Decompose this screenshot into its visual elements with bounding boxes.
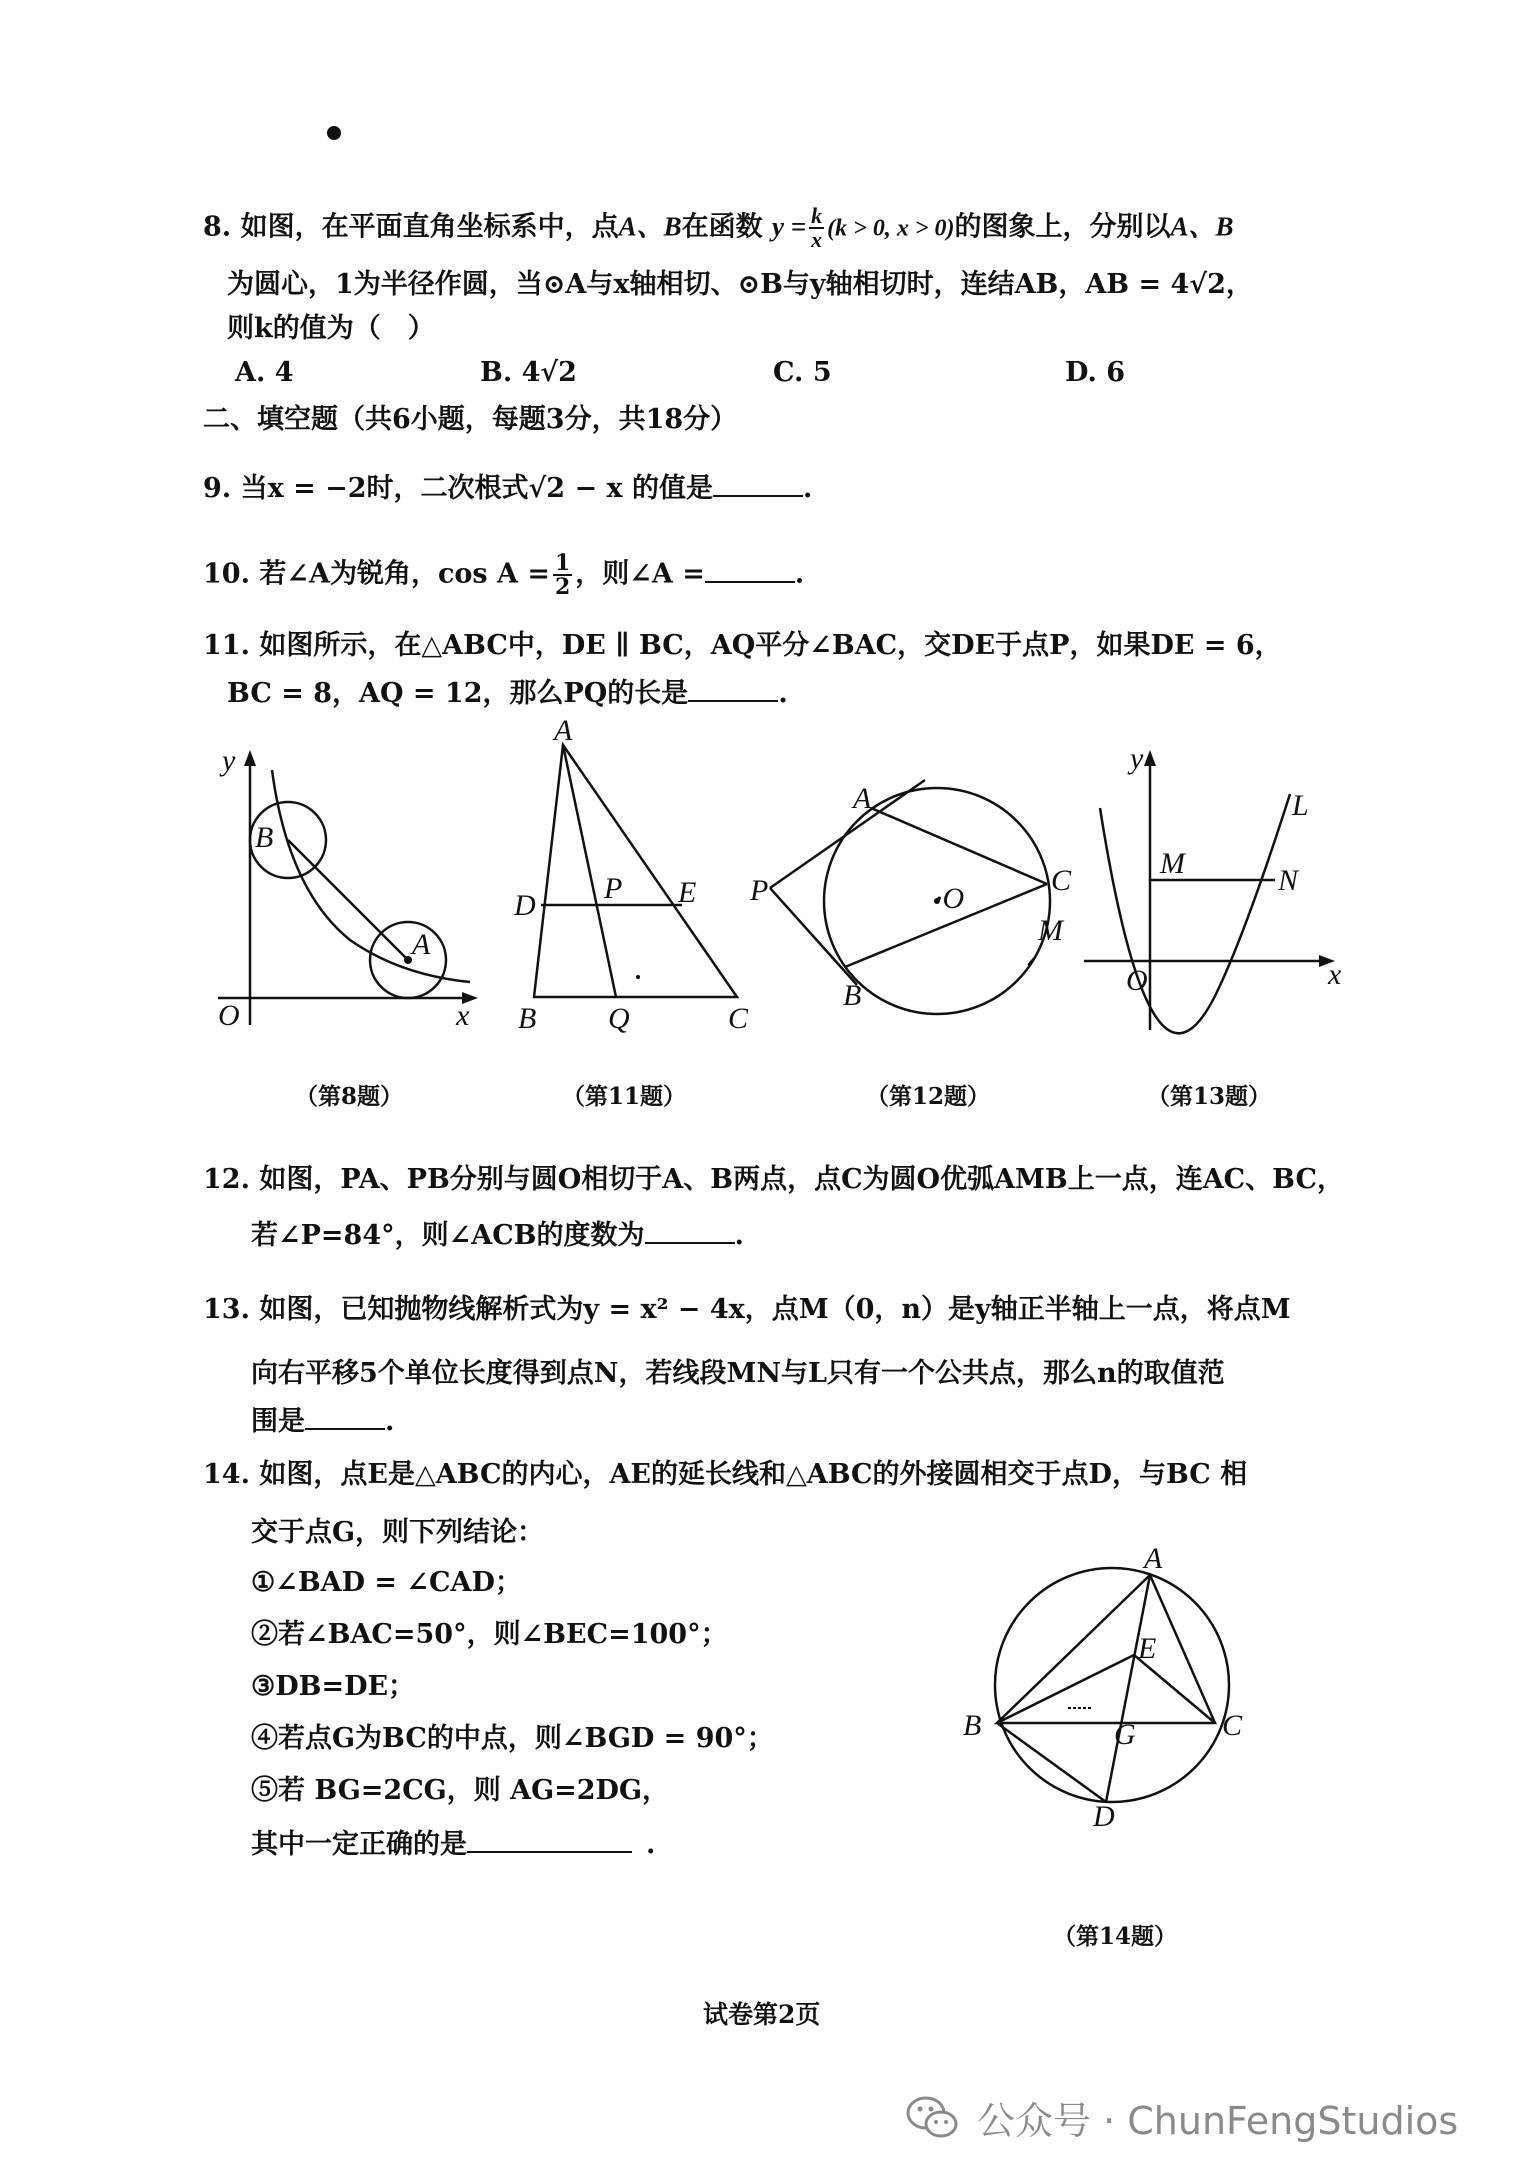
fig11-label-b: B <box>518 1002 537 1035</box>
fig12-label-o: ·O <box>935 882 965 915</box>
fig8-segment-ab <box>288 840 408 960</box>
fig13-parabola-l <box>1100 794 1290 1033</box>
q14-item-5: ⑤若 BG=2CG，则 AG=2DG， <box>251 1775 670 1806</box>
fig14-segment-ce <box>1134 1655 1215 1723</box>
fig14-label-d: D <box>1093 1800 1115 1833</box>
wechat-icon <box>905 2094 961 2142</box>
question-13 <box>203 1290 1383 1442</box>
fig14-label-a: A <box>1144 1542 1163 1575</box>
fig8-label-o: O <box>218 999 240 1032</box>
q14-line1: 14. 如图，点E是△ABC的内心，AE的延长线和△ABC的外接圆相交于点D，与BC 相 <box>203 1459 1248 1490</box>
q8-line2: 为圆心，1为半径作圆，当⊙A与x轴相切、⊙B与y轴相切时，连结AB，AB = 4√2， <box>227 269 1253 300</box>
fig14-segment-be <box>997 1655 1134 1723</box>
q14-line2: 交于点G，则下列结论： <box>251 1517 545 1548</box>
q8-fraction: $\frac{k}{x}$ <box>811 203 823 252</box>
q8-line1: 8. 如图，在平面直角坐标系中，点A、B在函数 y = $\frac{k}{x}$ (k > 0, x > 0)的图象上，分别以A、B <box>203 203 1234 252</box>
q13-line2: 向右平移5个单位长度得到点N，若线段MN与L只有一个公共点，那么n的取值范 <box>251 1358 1225 1389</box>
q12-line1: 12. 如图，PA、PB分别与圆O相切于A、B两点，点C为圆O优弧AMB上一点，连AC、BC， <box>203 1164 1344 1195</box>
q10-fraction: $\frac{1}{2}$ <box>554 550 571 600</box>
q9-answer-blank[interactable] <box>713 467 803 497</box>
fig11-label-p: P <box>604 872 623 905</box>
figure-13 <box>1070 740 1360 1040</box>
fig11-label-d: D <box>514 889 536 922</box>
q14-item-3: ③DB=DE； <box>251 1671 416 1702</box>
fig8-label-b: B <box>255 821 274 854</box>
fig13-label-o: O <box>1126 964 1148 997</box>
q13-answer-blank[interactable] <box>305 1400 385 1430</box>
fig14-segment-ad <box>1106 1575 1150 1802</box>
fig13-label-n: N <box>1278 864 1299 897</box>
question-9: 9. 当x = −2时，二次根式√2 − x 的值是 . <box>203 467 812 509</box>
fig11-speck <box>636 975 640 979</box>
fig11-label-q: Q <box>608 1002 630 1035</box>
fig8-label-x: x <box>456 999 470 1032</box>
q8-line3: 则k的值为（ ） <box>227 313 435 344</box>
q14-answer-blank[interactable] <box>467 1823 632 1853</box>
q8-options <box>203 353 1383 393</box>
fig14-label-b: B <box>963 1709 982 1742</box>
fig12-label-c: C <box>1051 864 1072 897</box>
q11-line2: BC = 8，AQ = 12，那么PQ的长是 . <box>227 672 1383 714</box>
q13-line3: 围是 . <box>251 1400 1383 1442</box>
fig13-label-m: M <box>1160 847 1185 880</box>
fig12-label-b: B <box>843 979 862 1012</box>
fig12-label-p: P <box>750 874 769 907</box>
fig14-segment-bd <box>997 1723 1106 1802</box>
fig8-label-a: A <box>412 928 431 961</box>
fig12-label-m: M <box>1038 914 1063 947</box>
q14-item-4: ④若点G为BC的中点，则∠BGD = 90°； <box>251 1723 774 1754</box>
fig14-label-g: G <box>1114 1718 1136 1751</box>
q11-answer-blank[interactable] <box>688 672 778 702</box>
watermark-text: 公众号 · ChunFengStudios <box>977 2099 1459 2143</box>
fig12-chord-ac <box>871 808 1047 884</box>
fig11-caption: （第11题） <box>562 1083 687 1110</box>
fig8-label-y: y <box>222 744 236 777</box>
fig14-label-e: E <box>1138 1632 1157 1665</box>
figure-11 <box>500 714 770 1040</box>
fig14-label-c: C <box>1222 1709 1243 1742</box>
q10-answer-blank[interactable] <box>705 553 795 583</box>
fig12-tangent-pa <box>770 780 925 888</box>
question-8 <box>203 205 1383 393</box>
fig8-point-a <box>404 956 412 964</box>
fig14-triangle-abc <box>997 1575 1215 1723</box>
page-number: 试卷第2页 <box>703 2000 821 2029</box>
fig13-label-l: L <box>1292 789 1309 822</box>
question-10: 10. 若∠A为锐角，cos A = $\frac{1}{2}$ ，则∠A = . <box>203 550 805 600</box>
fig13-caption: （第13题） <box>1147 1083 1272 1110</box>
q14-item-2: ②若∠BAC=50°，则∠BEC=100°； <box>251 1619 728 1650</box>
fig13-label-y: y <box>1130 742 1144 775</box>
watermark <box>905 2090 1458 2145</box>
fig13-label-x: x <box>1328 958 1342 991</box>
q14-last-line: 其中一定正确的是 . <box>251 1823 1383 1865</box>
q8-option-b: B. 4√2 <box>480 357 577 388</box>
figure-8 <box>200 740 490 1040</box>
question-12 <box>203 1160 1383 1256</box>
figure-12 <box>745 760 1072 1040</box>
fig12-tangent-pb <box>770 888 857 985</box>
ink-dot <box>327 126 341 140</box>
fig11-label-a: A <box>554 714 573 747</box>
fig11-triangle-abc <box>534 745 737 997</box>
fig14-caption: （第14题） <box>1053 1923 1178 1950</box>
fig12-caption: （第12题） <box>866 1083 991 1110</box>
fig12-label-a: A <box>853 782 872 815</box>
question-11 <box>203 626 1383 714</box>
fig8-caption: （第8题） <box>295 1083 404 1110</box>
fig11-label-c: C <box>728 1002 749 1035</box>
q11-line1: 11. 如图所示，在△ABC中，DE ∥ BC，AQ平分∠BAC，交DE于点P，如果DE = 6， <box>203 630 1282 661</box>
figure-14 <box>960 1530 1260 1833</box>
q12-line2: 若∠P=84°，则∠ACB的度数为 . <box>251 1214 1383 1256</box>
q12-answer-blank[interactable] <box>645 1214 735 1244</box>
q13-line1: 13. 如图，已知抛物线解析式为y = x² − 4x，点M（0，n）是y轴正半轴上一点，将点M <box>203 1294 1291 1325</box>
section-2-title: 二、填空题（共6小题，每题3分，共18分） <box>203 404 738 435</box>
q8-option-d: D. 6 <box>1065 357 1126 388</box>
q14-item-1: ①∠BAD = ∠CAD； <box>251 1567 522 1598</box>
q8-option-c: C. 5 <box>773 357 832 388</box>
fig13-y-arrow <box>1144 750 1156 766</box>
q8-option-a: A. 4 <box>235 357 294 388</box>
fig11-label-e: E <box>678 876 697 909</box>
fig8-y-arrow <box>244 750 256 766</box>
